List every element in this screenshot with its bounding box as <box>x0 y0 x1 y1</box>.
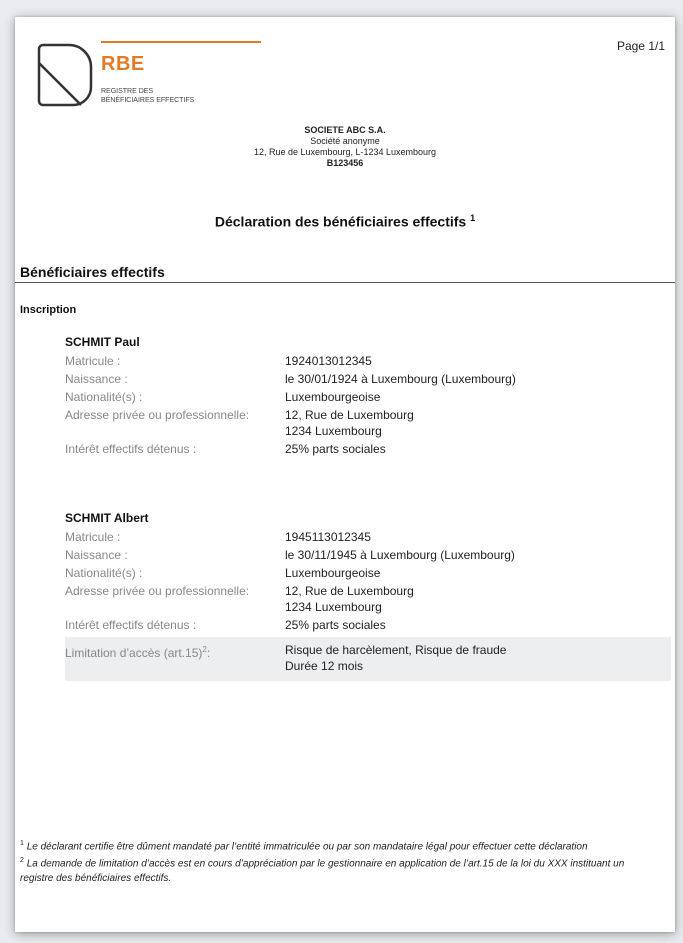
company-form: Société anonyme <box>310 136 380 146</box>
limitation-line1: Risque de harcèlement, Risque de fraude <box>285 643 507 657</box>
field-row-adresse <box>65 406 671 440</box>
field-row-interet <box>65 440 671 458</box>
field-row-limitation <box>65 637 671 681</box>
address-line2: 1234 Luxembourg <box>285 424 382 438</box>
field-value <box>285 583 414 615</box>
field-value: Luxembourgeoise <box>285 566 381 580</box>
logo-subtitle-line1: REGISTRE DES <box>101 88 154 95</box>
field-row-interet <box>65 616 671 634</box>
field-row-nationalite <box>65 388 671 406</box>
field-value: le 30/11/1945 à Luxembourg (Luxembourg) <box>285 548 515 562</box>
address-line1: 12, Rue de Luxembourg <box>285 584 414 598</box>
subsection-heading: Inscription <box>20 304 77 316</box>
footnote-ref-2: 2 <box>202 645 207 654</box>
field-label: Limitation d’accès $(art.15)^2$: <box>65 645 211 660</box>
field-value <box>285 642 506 674</box>
address-line2: 1234 Luxembourg <box>285 600 382 614</box>
limitation-line2: Durée 12 mois <box>285 659 364 673</box>
logo-subtitle <box>101 87 281 105</box>
beneficiary-card <box>65 333 671 458</box>
footnote-1 <box>20 837 660 854</box>
company-block <box>15 125 675 169</box>
field-value: Luxembourgeoise <box>285 390 381 404</box>
footnote-ref-1: 1 <box>470 213 476 223</box>
field-label: Naissance : <box>65 548 128 562</box>
field-value: 1924013012345 <box>285 354 372 368</box>
footnotes <box>20 837 660 886</box>
rbe-logo-mark-icon <box>35 41 93 109</box>
field-label: Naissance : <box>65 372 128 386</box>
field-label: Intérêt effectifs détenus : <box>65 442 197 456</box>
field-value: 1945113012345 <box>285 530 371 544</box>
company-address: 12, Rue de Luxembourg, L-1234 Luxembourg <box>253 147 437 157</box>
document-title <box>15 213 675 230</box>
field-label: Intérêt effectifs détenus : <box>65 618 197 632</box>
logo-accent-line <box>101 41 261 43</box>
beneficiary-card <box>65 509 671 681</box>
company-name: SOCIETE ABC S.A. <box>304 125 386 135</box>
field-row-naissance <box>65 546 671 564</box>
footnote-2 <box>20 854 660 885</box>
document-page <box>15 17 675 932</box>
footnote-mark: 1 <box>20 840 24 847</box>
field-row-adresse <box>65 582 671 616</box>
field-value: le 30/01/1924 à Luxembourg (Luxembourg) <box>285 372 516 386</box>
field-value: 25% parts sociales <box>285 618 386 632</box>
beneficiary-name: SCHMIT Paul <box>65 335 140 349</box>
company-rcs: B123456 <box>326 158 364 168</box>
field-label: Matricule : <box>65 354 121 368</box>
field-row-matricule <box>65 352 671 370</box>
field-value <box>285 407 414 439</box>
beneficiary-name: SCHMIT Albert <box>65 511 149 525</box>
field-label: Matricule : <box>65 530 121 544</box>
field-label: Adresse privée ou professionnelle: <box>65 408 250 422</box>
footnote-text: Le déclarant certifie être dûment mandaté par l’entité immatriculée ou par son mandataire légal pour effectuer cette déclaration <box>26 841 588 853</box>
logo-wordmark: RBE <box>101 53 145 75</box>
field-row-matricule <box>65 528 671 546</box>
field-row-naissance <box>65 370 671 388</box>
section-heading: Bénéficiaires effectifs <box>20 264 165 280</box>
footnote-mark: 2 <box>20 857 24 865</box>
limitation-label-text: Limitation d’accès (art.15) <box>65 646 203 660</box>
document-title-text: Déclaration des bénéficiaires effectifs <box>214 213 467 230</box>
field-label: Adresse privée ou professionnelle: <box>65 584 250 598</box>
page-number: Page 1/1 <box>616 39 665 53</box>
field-row-nationalite <box>65 564 671 582</box>
address-line1: 12, Rue de Luxembourg <box>285 408 414 422</box>
logo-subtitle-line2: BÉNÉFICIAIRES EFFECTIFS <box>101 97 195 104</box>
field-value: 25% parts sociales <box>285 442 386 456</box>
field-label: Nationalité(s) : <box>65 390 143 404</box>
footnote-text: La demande de limitation d’accès est en cours d’appréciation par le gestionnaire en application de l’art.15 de la loi du XXX instituant un registre des bénéficiaires effectifs. <box>20 858 625 884</box>
field-label: Nationalité(s) : <box>65 566 143 580</box>
section-divider <box>15 282 675 283</box>
